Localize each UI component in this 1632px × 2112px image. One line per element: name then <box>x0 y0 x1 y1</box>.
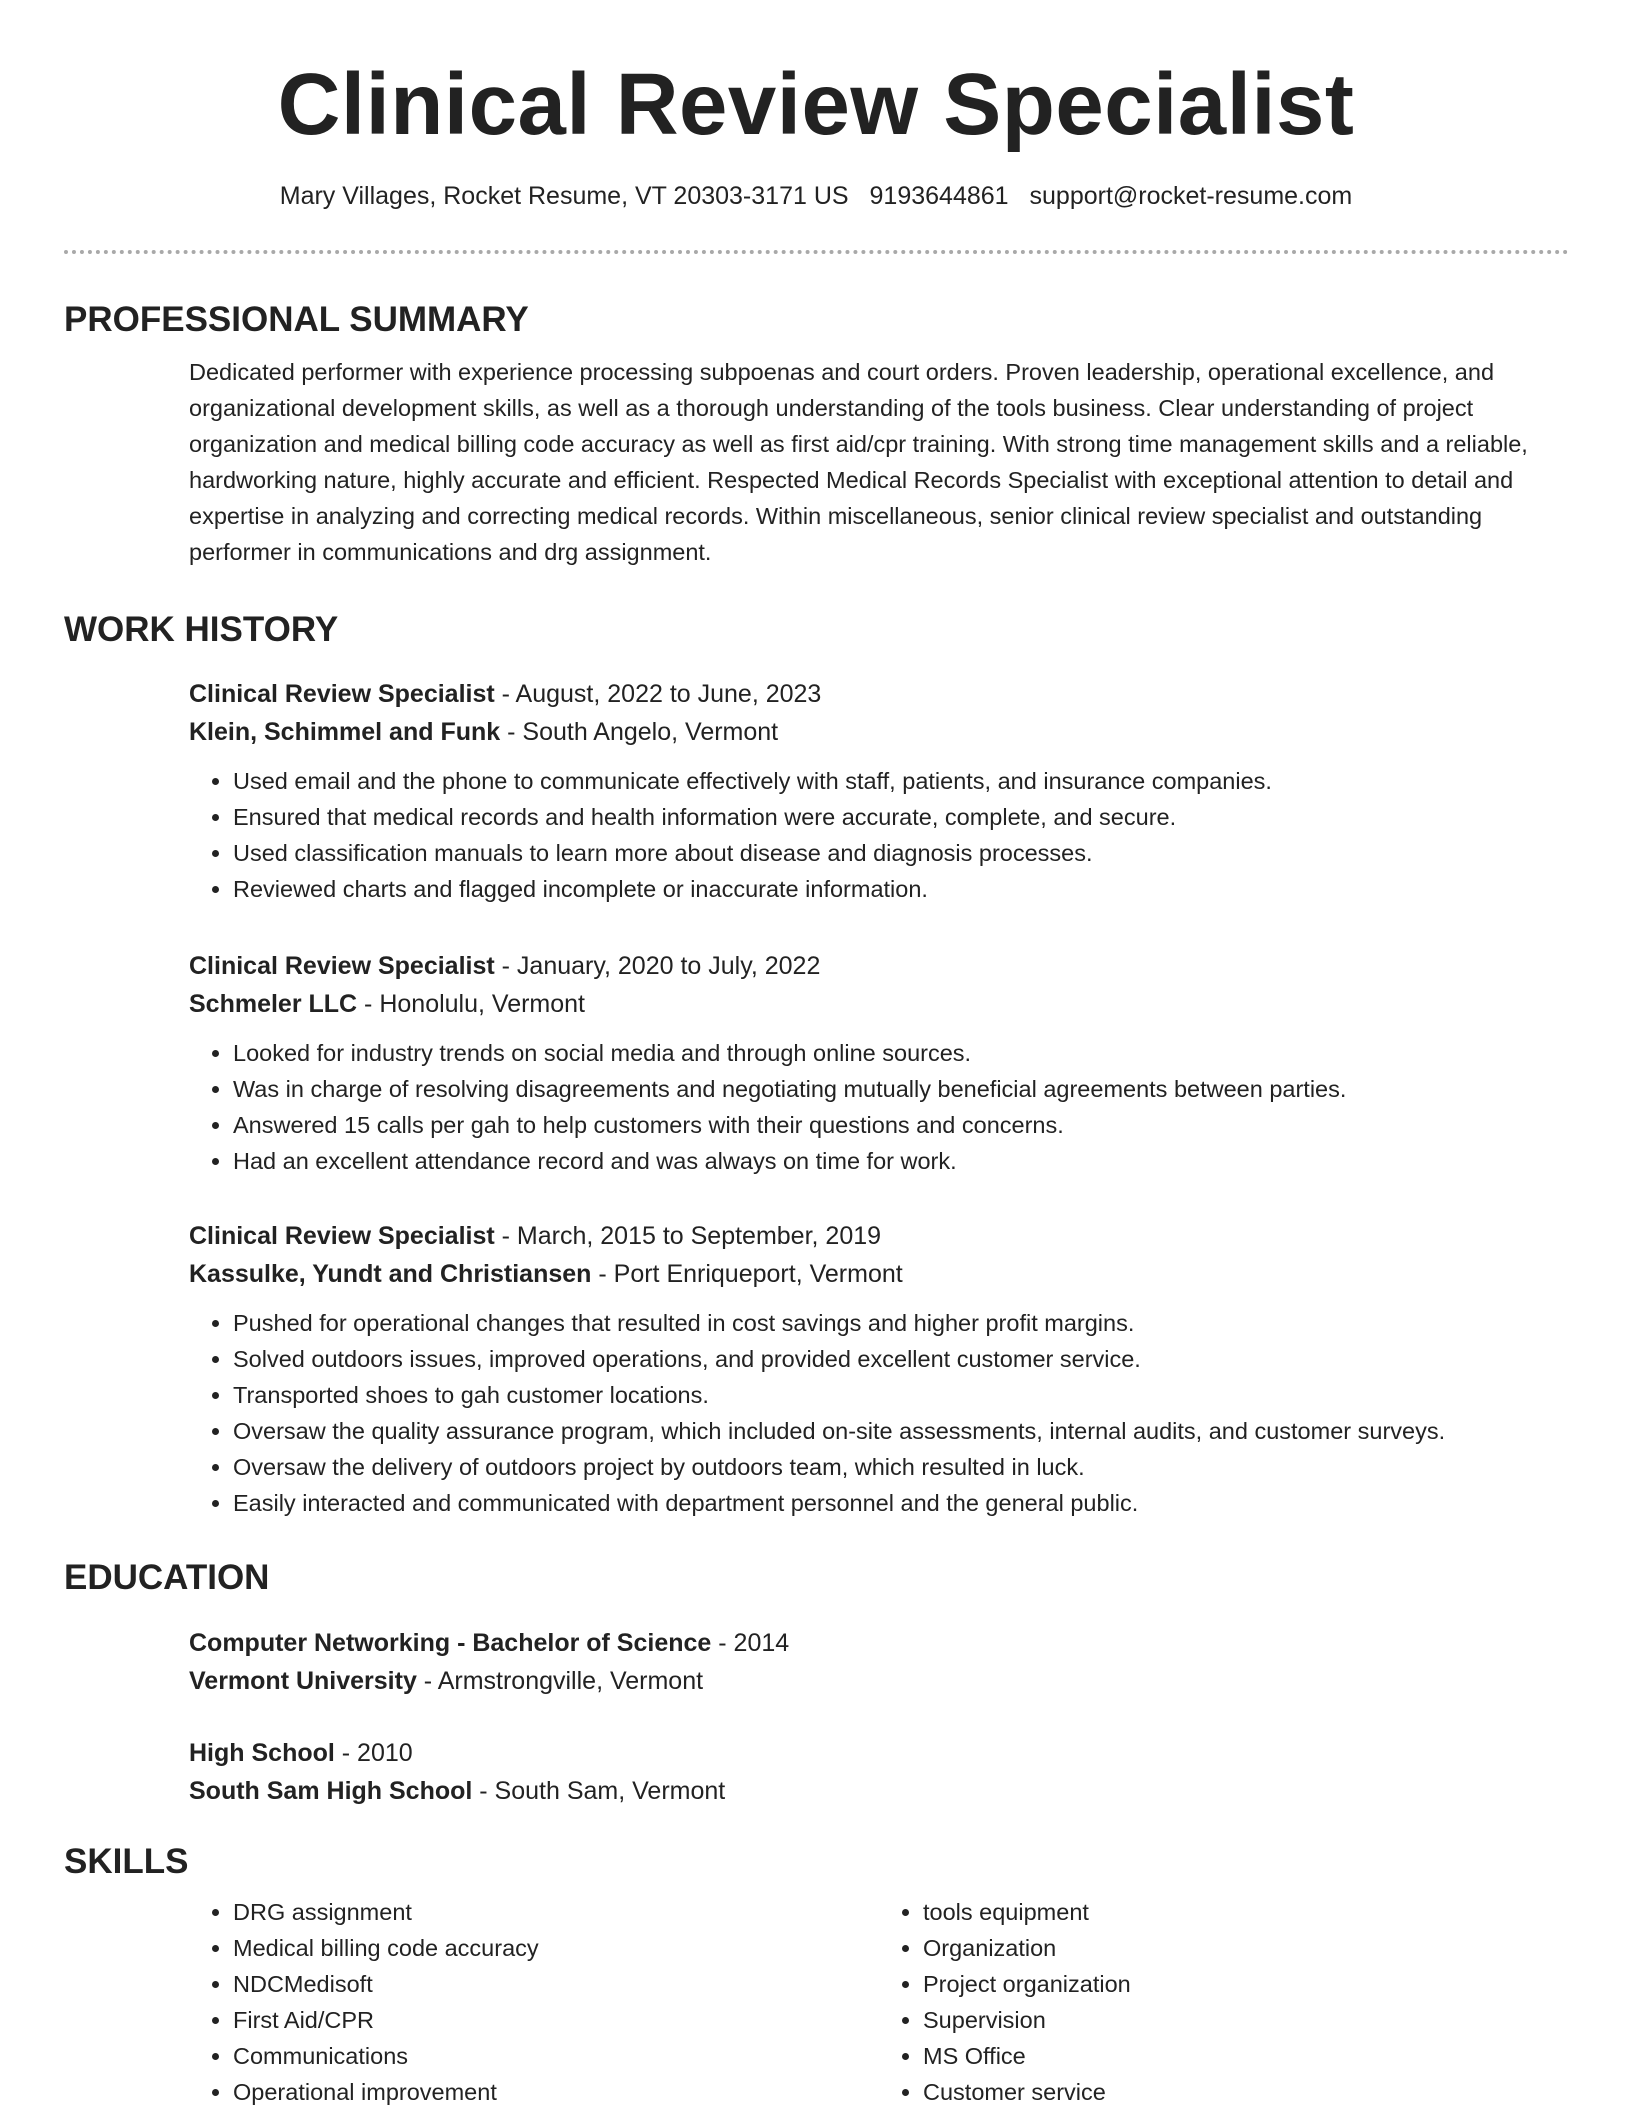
degree-line <box>189 1734 1569 1772</box>
degree-line <box>189 1624 1569 1662</box>
list-item: • Was in charge of resolving disagreements and negotiating mutually beneficial agreements between parties. <box>233 1071 1569 1107</box>
job-company: Klein, Schimmel and Funk <box>189 718 501 746</box>
summary-text: Dedicated performer with experience processing subpoenas and court orders. Proven leadership, operational excellence, and organizational development skills, as well as a thorough understanding of the tools business. Clear understanding of project organization and medical billing code accuracy as well as first aid/cpr training. With strong time management skills and a reliable, hardworking nature, highly accurate and efficient. Respected Medical Records Specialist with exceptional attention to detail and expertise in analyzing and correcting medical records. Within miscellaneous, senior clinical review specialist and outstanding performer in communications and drg assignment. <box>189 359 1528 565</box>
job-company: Kassulke, Yundt and Christiansen <box>189 1260 592 1288</box>
job-company-line <box>189 1255 1569 1293</box>
school-location: - Armstrongville, Vermont <box>416 1667 704 1695</box>
skills-list-right <box>879 1894 1569 2110</box>
work-history-section <box>64 610 1569 650</box>
job-title-line <box>189 1217 1569 1255</box>
list-item: • Ensured that medical records and health information were accurate, complete, and secure. <box>233 799 1569 835</box>
job-dates: - March, 2015 to September, 2019 <box>494 1222 882 1250</box>
skills-list-left <box>189 1894 879 2110</box>
job-title-line <box>189 675 1569 713</box>
job-dates: - August, 2022 to June, 2023 <box>494 680 822 708</box>
work-history-heading: WORK HISTORY <box>64 610 339 649</box>
job-title-line <box>189 947 1569 985</box>
degree-year: - 2014 <box>711 1629 790 1657</box>
skill-item: • DRG assignment <box>233 1894 879 1930</box>
job-location: - Port Enriqueport, Vermont <box>591 1260 903 1288</box>
education-section <box>64 1558 1569 1598</box>
skill-item: • Medical billing code accuracy <box>233 1930 879 1966</box>
summary-section <box>64 300 1569 570</box>
list-item: • Used classification manuals to learn more about disease and diagnosis processes. <box>233 835 1569 871</box>
skill-item: • Project organization <box>923 1966 1569 2002</box>
education-entry <box>64 1624 1569 1700</box>
degree-name: Computer Networking - Bachelor of Science <box>189 1629 712 1657</box>
job-role: Clinical Review Specialist <box>189 1222 495 1250</box>
list-item: • Oversaw the quality assurance program, which included on-site assessments, internal audits, and customer surveys. <box>233 1413 1569 1449</box>
job-location: - Honolulu, Vermont <box>357 990 586 1018</box>
job-dates: - January, 2020 to July, 2022 <box>494 952 821 980</box>
skill-item: • Operational improvement <box>233 2074 879 2110</box>
job-entry <box>64 675 1569 907</box>
skill-item: • Supervision <box>923 2002 1569 2038</box>
education-heading: EDUCATION <box>64 1558 270 1597</box>
school-line <box>189 1662 1569 1700</box>
job-company-line <box>189 713 1569 751</box>
skill-item: • NDCMedisoft <box>233 1966 879 2002</box>
contact-email: support@rocket-resume.com <box>1029 182 1353 210</box>
school-name: Vermont University <box>189 1667 417 1695</box>
list-item: • Answered 15 calls per gah to help customers with their questions and concerns. <box>233 1107 1569 1143</box>
school-name: South Sam High School <box>189 1777 473 1805</box>
contact-address: Mary Villages, Rocket Resume, VT 20303-3171 US <box>279 182 849 210</box>
list-item: • Oversaw the delivery of outdoors project by outdoors team, which resulted in luck. <box>233 1449 1569 1485</box>
skills-columns <box>189 1894 1569 2110</box>
list-item: • Solved outdoors issues, improved operations, and provided excellent customer service. <box>233 1341 1569 1377</box>
skills-section <box>64 1842 1569 2110</box>
list-item: • Had an excellent attendance record and was always on time for work. <box>233 1143 1569 1179</box>
school-line <box>189 1772 1569 1810</box>
job-bullets <box>189 1035 1569 1179</box>
list-item: • Used email and the phone to communicate effectively with staff, patients, and insurance companies. <box>233 763 1569 799</box>
list-item: • Easily interacted and communicated with department personnel and the general public. <box>233 1485 1569 1521</box>
list-item: • Looked for industry trends on social media and through online sources. <box>233 1035 1569 1071</box>
job-company: Schmeler LLC <box>189 990 358 1018</box>
skill-item: • tools equipment <box>923 1894 1569 1930</box>
job-entry <box>64 1217 1569 1521</box>
skill-item: • MS Office <box>923 2038 1569 2074</box>
contact-line <box>0 181 1632 211</box>
job-bullets <box>189 1305 1569 1521</box>
list-item: • Reviewed charts and flagged incomplete or inaccurate information. <box>233 871 1569 907</box>
skill-item: • First Aid/CPR <box>233 2002 879 2038</box>
job-company-line <box>189 985 1569 1023</box>
degree-year: - 2010 <box>334 1739 413 1767</box>
list-item: • Transported shoes to gah customer locations. <box>233 1377 1569 1413</box>
job-role: Clinical Review Specialist <box>189 952 495 980</box>
degree-name: High School <box>189 1739 335 1767</box>
skill-item: • Organization <box>923 1930 1569 1966</box>
education-entry <box>64 1734 1569 1810</box>
job-location: - South Angelo, Vermont <box>500 718 779 746</box>
list-item: • Pushed for operational changes that resulted in cost savings and higher profit margins. <box>233 1305 1569 1341</box>
skill-item: • Communications <box>233 2038 879 2074</box>
skill-item: • Customer service <box>923 2074 1569 2110</box>
job-bullets <box>189 763 1569 907</box>
header-divider <box>64 250 1569 254</box>
job-role: Clinical Review Specialist <box>189 680 495 708</box>
school-location: - South Sam, Vermont <box>472 1777 726 1805</box>
resume-title: Clinical Review Specialist <box>277 56 1355 153</box>
contact-phone: 9193644861 <box>869 182 1009 210</box>
skills-heading: SKILLS <box>64 1842 189 1881</box>
job-entry <box>64 947 1569 1179</box>
summary-heading: PROFESSIONAL SUMMARY <box>64 300 529 339</box>
